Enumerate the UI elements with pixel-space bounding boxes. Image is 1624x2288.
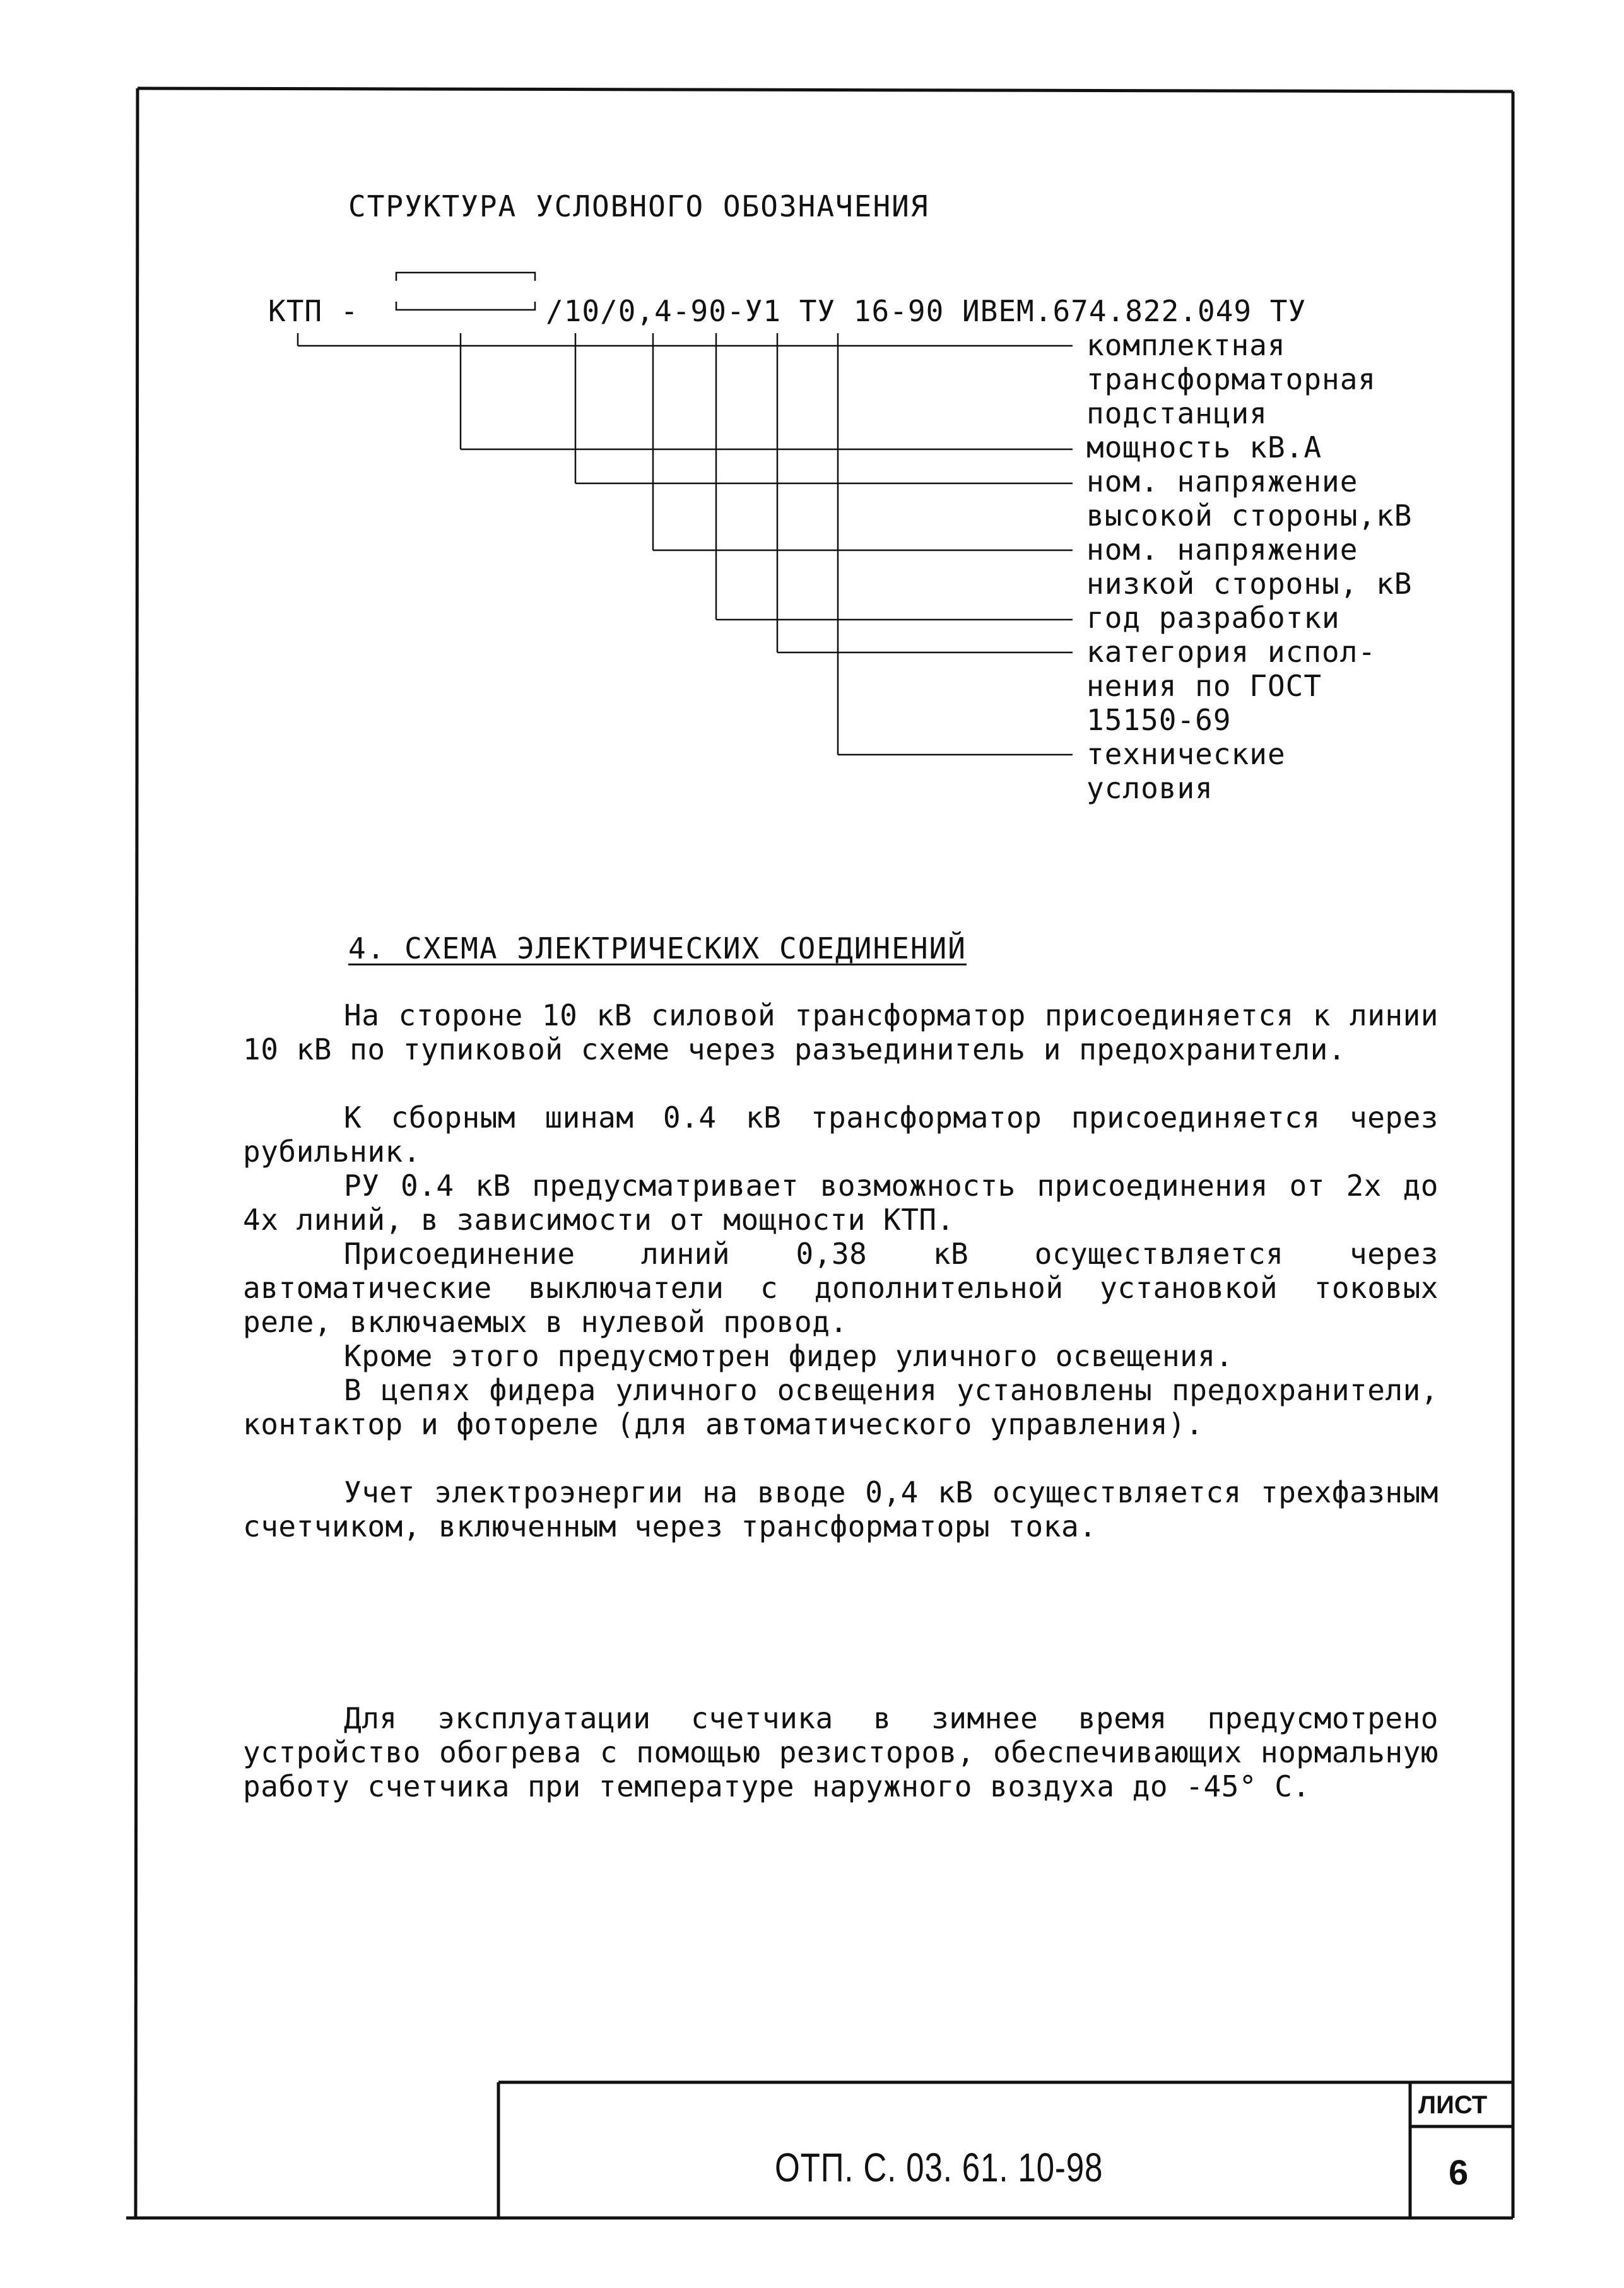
designation-leader-lines [298,333,1073,755]
paragraph-hv-connection: На стороне 10 кВ силовой трансформатор присоединяется к линии 10 кВ по тупиковой схеме через разъединитель и предохранители. [243,998,1439,1066]
paragraph-street-lighting: Кроме этого предусмотрен фидер уличного освещения. [344,1339,1233,1373]
designation-code: /10/0,4-90-У1 ТУ 16-90 ИВЕМ.674.822.049 ТУ [546,294,1307,328]
label-lv-side: низкой стороны, кВ [1086,567,1413,601]
label-hv-voltage: ном. напряжение [1086,464,1358,498]
label-gost-number: 15150-69 [1086,703,1232,737]
paragraph-metering: Учет электроэнергии на вводе 0,4 кВ осуществляется трехфазным счетчиком, включенным через трансформаторы тока. [243,1475,1439,1543]
label-transformer: трансформаторная [1086,362,1377,396]
label-technical: технические [1086,737,1286,771]
label-hv-side: высокой стороны,кВ [1086,498,1413,533]
document-code: ОТП. С. 03. 61. 10-98 [775,2145,1103,2190]
paragraph-meter-heating: Для эксплуатации счетчика в зимнее время предусмотрено устройство обогрева с помощью резисторов, обеспечивающих нормальную работу счетчика при температуре наружного воздуха до -45° С. [243,1701,1439,1803]
section-heading: 4. СХЕМА ЭЛЕКТРИЧЕСКИХ СОЕДИНЕНИЙ [348,931,967,965]
sheet-number: 6 [1449,2152,1469,2192]
label-category: категория испол- [1086,635,1377,669]
label-conditions: условия [1086,771,1213,805]
sheet-label: ЛИСТ [1418,2091,1488,2119]
label-year: год разработки [1086,601,1340,635]
designation-placeholder-box [396,273,535,310]
label-lv-voltage: ном. напряжение [1086,533,1358,567]
label-gost: нения по ГОСТ [1086,669,1322,703]
paragraph-switchgear: РУ 0.4 кВ предусматривает возможность присоединения от 2х до 4х линий, в зависимости от мощности КТП. [243,1169,1439,1237]
label-complete: комплектная [1086,328,1286,362]
paragraph-busbars: К сборным шинам 0.4 кВ трансформатор присоединяется через рубильник. [243,1100,1439,1169]
designation-prefix: КТП - [268,294,359,328]
paragraph-lighting-circuits: В цепях фидера уличного освещения установлены предохранители, контактор и фотореле (для автоматического управления). [243,1373,1439,1441]
paragraph-line-connection: Присоединение линий 0,38 кВ осуществляется через автоматические выключатели с дополнительной установкой токовых реле, включаемых в нулевой провод. [243,1237,1439,1339]
label-power: мощность кВ.А [1086,430,1322,464]
label-substation: подстанция [1086,396,1268,430]
structure-title: СТРУКТУРА УСЛОВНОГО ОБОЗНАЧЕНИЯ [348,189,929,223]
